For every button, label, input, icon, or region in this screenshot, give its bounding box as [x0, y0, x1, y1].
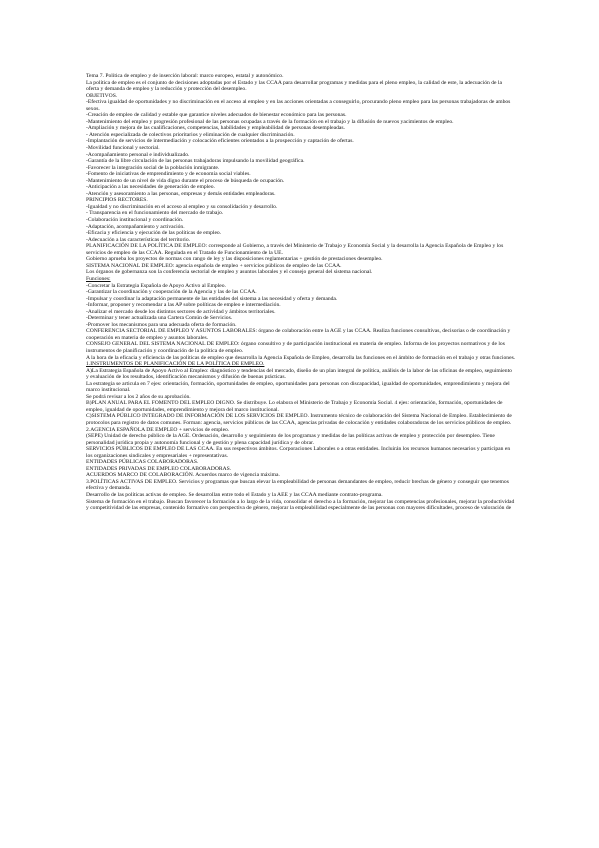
- text-line: -Atención y asesoramiento a las personas, empresas y demás entidades empleadoras.: [86, 190, 276, 197]
- text-line: -Adaptación, acompañamiento y activación.: [86, 223, 185, 230]
- text-line: -Impulsar y coordinar la adaptación permanente de las entidades del sistema a las necesidad y oferta y demanda.: [86, 295, 338, 302]
- text-line: -Determinar y tener actualizada una Cartera Común de Servicios.: [86, 315, 233, 322]
- text-line: -Garantizar la coordinación y cooperación de la Agencia y las de las CCAA.: [86, 289, 257, 296]
- text-line: -Anticipación a las necesidades de generación de empleo.: [86, 184, 215, 191]
- text-line: OBJETIVOS.: [86, 92, 118, 99]
- text-line: ENTIDADES PRIVADAS DE EMPLEO COLABORADORAS.: [86, 465, 232, 472]
- text-line: C)SISTEMA PÚBLICO INTEGRADO DE INFORMACIÓN DE LOS SERVICIOS DE EMPLEO. Instrumento técnico de colaboración del Sistema Nacional de Empleo. Establecimiento de protocolos para registro de datos comunes. Forman: agencia, servicios públicos de las CCAA, agencias privadas de colocación y entidades colaboradoras de los servicios públicos de empleo.: [86, 413, 512, 426]
- text-line: -Mantenimiento del empleo y progresión profesional de las personas ocupadas a través de la formación en el trabajo y la difusión de nuevos yacimientos de empleo.: [86, 118, 454, 125]
- text-line: -Igualdad y no discriminación en el acceso al empleo y su consolidación y desarrollo.: [86, 203, 278, 210]
- text-line: - Atención especializada de colectivos prioritarios y eliminación de cualquier discriminación.: [86, 131, 295, 138]
- text-line: SERVICIOS PÚBLICOS DE EMPLEO DE LAS CCAA. En sus respectivos ámbitos. Corporaciones Laborales o a otras entidades. Incluirán los recursos humanos necesarios y participan en los organizaciones sindicales y empresariales + representativas.: [86, 446, 511, 459]
- text-line: A)La Estrategia Española de Apoyo Activo al Empleo: diagnóstico y tendencias del mercado, diseño de un plan integral de política, análisis de la labor de las oficinas de empleo, seguimiento y evaluación de los resultados, identificación mecanismos y difusión de buenas prácticas.: [86, 367, 512, 381]
- text-line: -Fomento de iniciativas de emprendimiento y de economía social viables.: [86, 171, 251, 178]
- text-line: A la hora de la eficacia y eficiencia de las políticas de empleo que desarrolla la Agencia Española de Empleo, desarrolla las funciones en el ámbito de formación en el trabajo y otras funciones.: [86, 354, 516, 361]
- text-line: ACUERDOS MARCO DE COLABORACIÓN. Acuerdos marco de vigencia máxima.: [86, 472, 280, 479]
- text-line: -Concretar la Estrategia Española de Apoyo Activo al Empleo.: [86, 282, 226, 289]
- text-line: 3.POLÍTICAS ACTIVAS DE EMPLEO. Servicios y programas que buscan elevar la empleabilidad de personas demandantes de empleo, reducir brechas de género y conseguir que tenemos efectiva y demanda.: [86, 478, 509, 492]
- text-line: B)PLAN ANUAL PARA EL FOMENTO DEL EMPLEO DIGNO. Se distribuye. Lo elabora el Ministerio de Trabajo y Economía Social. 4 ejes: orientación, formación, oportunidades de empleo, igualdad de oportunidades, emprendimiento y mejora del marco institucional.: [86, 400, 503, 413]
- text-line: -Acompañamiento personal e individualizado.: [86, 151, 190, 158]
- text-line: Sistema de formación en el trabajo. Buscan favorecer la formación a lo largo de la vida, consolidar el derecho a la formación, mejorar las competencias profesionales, mejorar la productividad y competitividad de las empresas, contenido formativo con perspectiva de género, mejorar la empleabilidad especialmente de las personas con mayores dificultades, proceso de valoración de: [86, 498, 515, 512]
- text-line: 2.AGENCIA ESPAÑOLA DE EMPLEO + servicios de empleo.: [86, 426, 230, 433]
- text-line: Desarrollo de las políticas activas de empleo. Se desarrollan entre todo el Estado y la AEE y las CCAA mediante contrato-programa.: [86, 492, 383, 498]
- text-line: La política de empleo es el conjunto de decisiones adoptadas por el Estado y las CCAA para desarrollar programas y medidas para el pleno empleo, la calidad de este, la adecuación de la oferta y demanda de empleo y la reducción y protección del desempleo.: [86, 79, 502, 93]
- text-line: -Adecuación a las características del territorio.: [86, 236, 191, 243]
- text-line: -Mantenimiento de un nivel de vida digno durante el proceso de búsqueda de ocupación.: [86, 177, 285, 184]
- text-line: - Transparencia en el funcionamiento del mercado de trabajo.: [86, 210, 224, 217]
- text-line: SISTEMA NACIONAL DE EMPLEO: agencia española de empleo + servicios públicos de empleo de las CCAA.: [86, 262, 342, 269]
- text-line: -Efectiva igualdad de oportunidades y no discriminación en el acceso al empleo y en las acciones orientadas a conseguirlo, procurando pleno empleo para las personas trabajadoras de ambos sexos.: [86, 99, 511, 112]
- text-line: Los órganos de gobernanza son la conferencia sectorial de empleo y asuntos laborales y el consejo general del sistema nacional.: [86, 269, 373, 276]
- text-line: -Movilidad funcional y sectorial.: [86, 145, 160, 152]
- text-line: -Creación de empleo de calidad y estable que garantice niveles adecuados de bienestar económico para las personas.: [86, 112, 347, 119]
- text-line: Se podrá revisar a los 2 años de su aprobación.: [86, 393, 191, 400]
- text-line: -Eficacia y eficiencia y ejecución de las políticas de empleo.: [86, 230, 222, 237]
- text-line: -Informar, proponer y recomendar a las AP sobre políticas de empleo e intermediación.: [86, 302, 281, 309]
- text-line: -Favorecer la integración social de la población inmigrante.: [86, 164, 220, 171]
- text-line: -Colaboración institucional y coordinación.: [86, 217, 184, 224]
- text-line: CONSEJO GENERAL DEL SISTEMA NACIONAL DE EMPLEO: órgano consultivo y de participación institucional en materia de empleo. Informa de los proyectos normativos y de los instrumentos de planificación y coordinación de la política de empleo.: [86, 341, 505, 354]
- document-page: [86, 73, 516, 512]
- text-line: PLANIFICACIÓN DE LA POLÍTICA DE EMPLEO: corresponde al Gobierno, a través del Ministerio de Trabajo y Economía Social y la desarrolla la Agencia Española de Empleo y los servicios de empleo de las CCAA. Regulada en el Tratado de Funcionamiento de la UE.: [86, 243, 504, 256]
- text-line: Gobierno aprueba los proyectos de normas con rango de ley y las disposiciones reglamentarias + gestión de prestaciones desempleo.: [86, 256, 383, 263]
- text-line: Funciones:: [86, 275, 111, 282]
- text-line: -Promover los mecanismos para una adecuada oferta de formación.: [86, 321, 237, 328]
- text-line: -Implantación de servicios de intermediación y colocación eficientes orientados a la prospección y captación de ofertas.: [86, 138, 354, 145]
- text-line: (SEPE) Unidad de derecho público de la AGE. Ordenación, desarrollo y seguimiento de los programas y medidas de las políticas activas de empleo y protección por desempleo. Tiene personalidad jurídica propia y autonomía funcional y de gestión y plena capacidad jurídica y de obrar.: [86, 433, 495, 446]
- text-line: CONFERENCIA SECTORIAL DE EMPLEO Y ASUNTOS LABORALES: órgano de colaboración entre la AGE y las CCAA. Realiza funciones consultivas, decisorias o de coordinación y cooperación en materia de empleo y asuntos laborales.: [86, 328, 511, 341]
- document-title: Tema 7. Política de empleo y de inserción laboral: marco europeo, estatal y autonómico.: [86, 73, 284, 79]
- text-line: 1.INSTRUMENTOS DE PLANIFICACIÓN DE LA POLÍTICA DE EMPLEO.: [86, 361, 265, 368]
- text-line: -Analizar el mercado desde los distintos sectores de actividad y ámbitos territoriales.: [86, 308, 276, 315]
- text-line: -Ampliación y mejora de las cualificaciones, competencias, habilidades y empleabilidad de personas desempleadas.: [86, 125, 345, 132]
- text-line: ENTIDADES PÚBLICAS COLABORADORAS.: [86, 459, 199, 466]
- text-line: PRINCIPIOS RECTORES.: [86, 197, 148, 204]
- text-line: -Garantía de la libre circulación de las personas trabajadoras impulsando la movilidad geográfica.: [86, 158, 305, 165]
- text-line: La estrategia se articula en 7 ejes: orientación, formación, oportunidades de empleo, oportunidades para personas con discapacidad, igualdad de oportunidades, emprendimiento y mejora del marco institucional.: [86, 380, 510, 394]
